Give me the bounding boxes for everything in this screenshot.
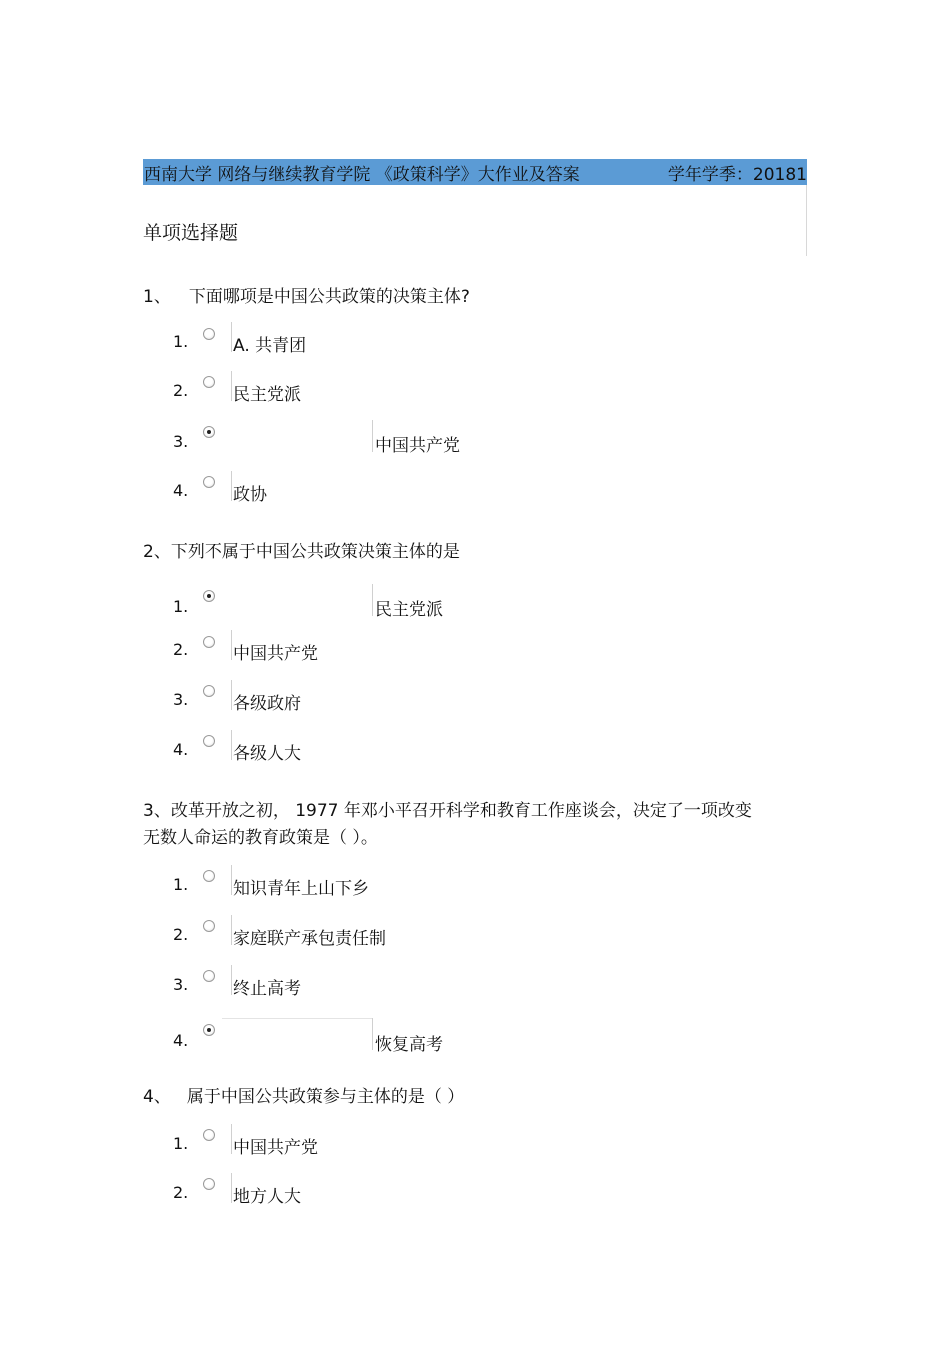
question-text-line-2: 无数人命运的教育政策是（ ）。 [143,828,378,848]
cell-divider [231,865,232,895]
question-text: 下列不属于中国公共政策决策主体的是 [170,542,460,562]
cell-divider [231,1173,232,1203]
option-label: 地方人大 [233,1187,301,1207]
option-label: 中国共产党 [233,1138,318,1158]
section-box [143,185,807,256]
radio-button-selected[interactable] [203,426,215,438]
cell-divider [372,584,373,616]
cell-divider [231,322,232,352]
option-label: 知识青年上山下乡 [233,879,369,899]
cell-divider [231,630,232,660]
cell-divider [231,730,232,760]
option-number: 1. [173,1134,189,1153]
option-label: 政协 [233,485,267,505]
question-text: 改革开放之初， 1977 年邓小平召开科学和教育工作座谈会，决定了一项改变 [170,801,752,821]
option-label: 各级政府 [233,694,301,714]
cell-divider-top [222,1018,372,1019]
radio-button[interactable] [203,476,215,488]
radio-button-selected[interactable] [203,590,215,602]
option-number: 3. [173,690,189,709]
cell-divider [372,1018,373,1050]
academic-season: 学年学季：20181 [667,164,807,185]
option-label: 恢复高考 [375,1035,443,1055]
radio-button[interactable] [203,970,215,982]
option-label: 各级人大 [233,744,301,764]
cell-divider [372,420,373,452]
option-number: 1. [173,597,189,616]
option-label: 家庭联产承包责任制 [233,929,386,949]
question-text: 下面哪项是中国公共政策的决策主体? [188,287,470,307]
radio-button[interactable] [203,1178,215,1190]
question-1 [143,284,470,311]
cell-divider [231,371,232,401]
radio-button[interactable] [203,1129,215,1141]
cell-divider [231,471,232,501]
option-number: 2. [173,925,189,944]
cell-divider [231,965,232,995]
question-number: 1、 [143,287,171,307]
cell-divider [231,680,232,710]
option-number: 4. [173,481,189,500]
option-label: 中国共产党 [233,644,318,664]
option-number: 1. [173,332,189,351]
option-label: 中国共产党 [375,436,460,456]
option-label: 民主党派 [375,600,443,620]
option-label: 民主党派 [233,385,301,405]
question-number: 2、 [143,542,171,562]
section-title: 单项选择题 [143,222,239,244]
option-label: 终止高考 [233,979,301,999]
question-2 [143,539,460,566]
question-number: 4、 [143,1087,171,1107]
radio-button[interactable] [203,636,215,648]
radio-button[interactable] [203,920,215,932]
option-number: 3. [173,975,189,994]
cell-divider [231,1124,232,1154]
question-4 [143,1084,464,1111]
radio-button[interactable] [203,870,215,882]
radio-button-selected[interactable] [203,1024,215,1036]
radio-button[interactable] [203,735,215,747]
radio-button[interactable] [203,685,215,697]
option-number: 2. [173,640,189,659]
radio-button[interactable] [203,328,215,340]
document-header [143,159,807,185]
question-text: 属于中国公共政策参与主体的是（ ） [186,1087,465,1107]
option-number: 2. [173,1183,189,1202]
document-title: 西南大学 网络与继续教育学院 《政策科学》大作业及答案 [144,164,580,185]
option-number: 3. [173,432,189,451]
option-number: 4. [173,1031,189,1050]
question-3 [143,798,752,852]
option-number: 2. [173,381,189,400]
option-number: 1. [173,875,189,894]
question-text-line-1 [143,798,752,825]
question-number: 3、 [143,801,171,821]
option-number: 4. [173,740,189,759]
radio-button[interactable] [203,376,215,388]
option-label: A. 共青团 [233,336,307,356]
cell-divider [231,915,232,945]
